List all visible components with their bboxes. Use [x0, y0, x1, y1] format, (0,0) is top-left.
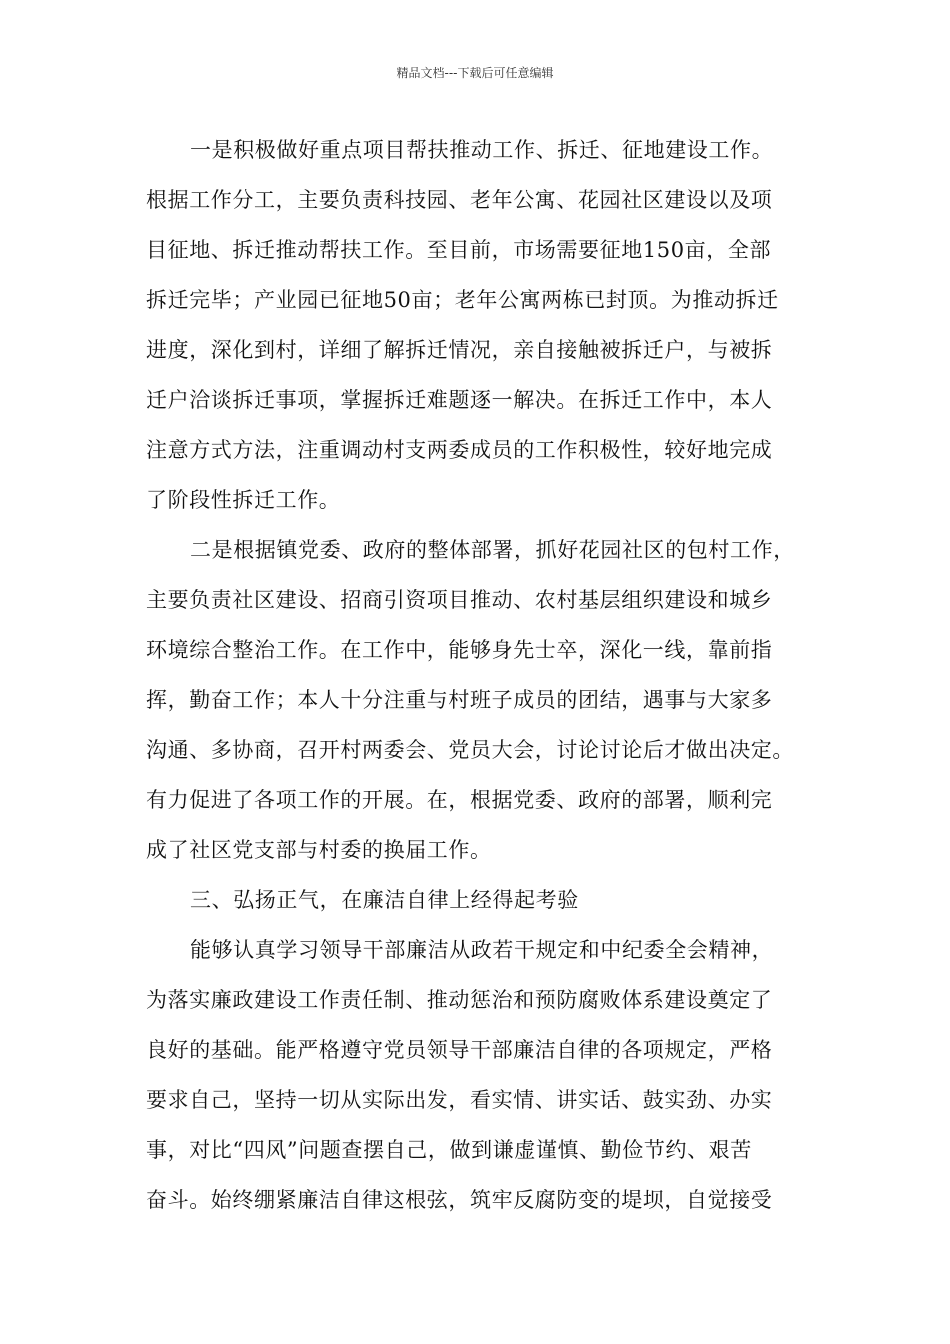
text-line: 进度，深化到村，详细了解拆迁情况，亲自接触被拆迁户，与被拆 [146, 338, 773, 362]
text-line: 主要负责社区建设、招商引资项目推动、农村基层组织建设和城乡 [146, 588, 773, 612]
text-line: 环境综合整治工作。在工作中，能够身先士卒，深化一线，靠前指 [146, 638, 773, 662]
text-line: 根据工作分工，主要负责科技园、老年公寓、花园社区建设以及项 [146, 188, 773, 212]
text-line: 为落实廉政建设工作责任制、推动惩治和预防腐败体系建设奠定了 [146, 988, 773, 1012]
text-line: 迁户洽谈拆迁事项，掌握拆迁难题逐一解决。在拆迁工作中，本人 [146, 388, 773, 412]
text-line: 奋斗。始终绷紧廉洁自律这根弦，筑牢反腐防变的堤坝，自觉接受 [146, 1188, 773, 1212]
text-line: 目征地、拆迁推动帮扶工作。至目前，市场需要征地150亩，全部 [146, 238, 772, 262]
text-line: 挥，勤奋工作；本人十分注重与村班子成员的团结，遇事与大家多 [146, 688, 773, 712]
text-line: 三、弘扬正气，在廉洁自律上经得起考验 [190, 888, 579, 912]
text-line: 沟通、多协商，召开村两委会、党员大会，讨论讨论后才做出决定。 [146, 738, 794, 762]
text-line: 了阶段性拆迁工作。 [146, 488, 341, 512]
text-line: 成了社区党支部与村委的换届工作。 [146, 838, 492, 862]
text-line: 拆迁完毕；产业园已征地50亩；老年公寓两栋已封顶。为推动拆迁 [146, 288, 779, 312]
text-line: 一是积极做好重点项目帮扶推动工作、拆迁、征地建设工作。 [190, 138, 774, 162]
text-line: 能够认真学习领导干部廉洁从政若干规定和中纪委全会精神， [190, 938, 774, 962]
text-line: 良好的基础。能严格遵守党员领导干部廉洁自律的各项规定，严格 [146, 1038, 773, 1062]
text-line: 有力促进了各项工作的开展。在，根据党委、政府的部署，顺利完 [146, 788, 773, 812]
text-line: 事，对比“四风”问题查摆自己，做到谦虚谨慎、勤俭节约、艰苦 [146, 1138, 752, 1162]
text-line: 要求自己，坚持一切从实际出发，看实情、讲实话、鼓实劲、办实 [146, 1088, 773, 1112]
text-line: 二是根据镇党委、政府的整体部署，抓好花园社区的包村工作， [190, 538, 795, 562]
text-line: 注意方式方法，注重调动村支两委成员的工作积极性，较好地完成 [146, 438, 773, 462]
page-header: 精品文档---下载后可任意编辑 [396, 66, 554, 80]
